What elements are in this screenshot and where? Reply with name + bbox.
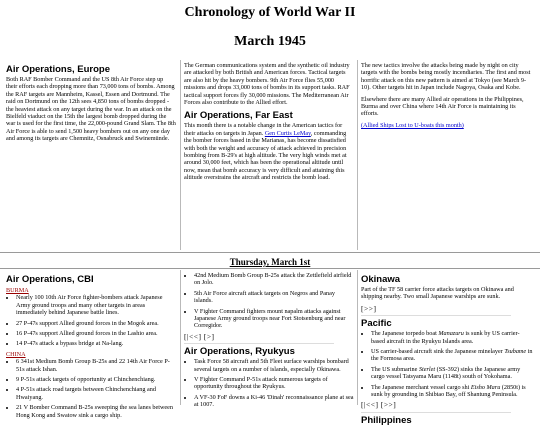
region-label-china: CHINA: [6, 350, 26, 358]
list-item: • 16 P-47s support Allied ground forces in the Lashio area.: [16, 330, 176, 337]
top-column-1: [6, 62, 176, 147]
text-segment: US carrier-based aircraft sink the Japanese minelayer: [371, 348, 505, 356]
list-item: • Task Force 58 aircraft and 5th Fleet surface warships bombard several targets on a number of islands, especially Okinawa.: [194, 358, 354, 373]
ship-name: Sterlet: [418, 365, 436, 373]
paragraph-new-tactics: The new tactics involve the attacks being made by night on city targets with the bombs being mostly incendiaries. The first and most horrific attack on this new pattern is aimed at Tokyo (see March 9-10). Other targets hit in Japan include Nagoya, Osaka and Kobe.: [361, 62, 531, 92]
text-segment: (2850t) is sunk by grounding in Shibtao Bay, off Shantung Peninsula.: [371, 383, 526, 399]
nav-controls[interactable]: [|<<] [>]: [184, 331, 215, 341]
ship-name: Manazuru: [438, 330, 464, 338]
section-divider: [0, 268, 540, 269]
nav-controls[interactable]: [>>]: [361, 303, 377, 313]
list-item: • 14 P-47s attack a bypass bridge at Na-lang.: [16, 340, 176, 347]
text-segment: is sunk by US carrier-based aircraft in the Ryukyu Islands area.: [371, 330, 520, 345]
divider: [361, 315, 511, 316]
list-item: • 9 P-51s attack targets of opportunity at Chinchenchiang.: [16, 376, 176, 383]
list-philippines-air: [184, 272, 354, 330]
section-heading-air-ops-ryukyus: Air Operations, Ryukyus: [184, 346, 295, 358]
list-item: [371, 366, 533, 381]
list-pacific: [361, 330, 533, 398]
divider: [361, 412, 511, 413]
divider: [184, 343, 334, 344]
paragraph-air-ops-far-east: [184, 122, 354, 181]
date-header[interactable]: Thursday, March 1st: [229, 257, 311, 267]
list-burma: [6, 294, 176, 347]
day-column-1: [6, 272, 176, 422]
ship-name: Tsubame: [504, 348, 527, 356]
list-item: • Nearly 100 10th Air Force fighter-bombers attack Japanese Army ground troops and many other targets in areas immediately behind Japanese battle lines.: [16, 294, 176, 316]
list-item: [371, 330, 533, 345]
paragraph-air-ops-europe: Both RAF Bomber Command and the US 8th Air Force step up their efforts each dropping more than 73,000 tons of bombs. Among the RAF targets are Mannheim, Kassel, Essen and Dortmund. The raid on Dortmund on the 12th sees 4,850 tons of bombs dropped - the heaviest attack on any target during the war. In an attack on the Bielfeld viaduct on the 15th the largest bomb dropped during the war is used for the first time, the 22,000-pound Grand Slam. The 8th Air Force is able to send 1,500 heavy bombers out on any one day and among its targets are Chemnitz, Osnabruck and Swinemünde.: [6, 76, 176, 143]
text-segment: (SS-392) sinks the Japanese army cargo vessel Tatsyama Maru (1148t) south of Yokohama.: [371, 365, 521, 381]
list-item: • A VF-30 FoF downs a Ki-46 'Dinah' reconnaissance plane at sea at 1007.: [194, 394, 354, 409]
day-column-3: [361, 272, 533, 427]
text-segment: The US submarine: [371, 365, 419, 373]
list-item: • 6 341st Medium Bomb Group B-25s and 22 14th Air Force P-51s attack Ishan.: [16, 358, 176, 373]
paragraph-elsewhere: Elsewhere there are many Allied air operations in the Philippines, Burma and over China where 14th Air Force is maintaining its efforts.: [361, 95, 524, 118]
section-divider: [0, 252, 540, 253]
list-item: • 4 P-51s attack road targets between Chinchenchiang and Hwaiyang.: [16, 386, 176, 401]
section-heading-philippines: Philippines: [361, 414, 412, 426]
list-item: [371, 384, 533, 399]
list-item: • 42nd Medium Bomb Group B-25s attack the Zettlefield airfield on Jolo.: [194, 272, 354, 287]
column-divider: [180, 270, 181, 405]
list-item: • V Fighter Command P-51s attack numerous targets of opportunity throughout the Ryukyus.: [194, 376, 354, 391]
column-divider: [357, 60, 358, 250]
section-heading-air-ops-europe: Air Operations, Europe: [6, 64, 110, 75]
top-column-2: [184, 62, 354, 186]
page-title: Chronology of World War II: [184, 5, 356, 20]
link-gen-curtis-lemay[interactable]: Gen Curtis LeMay: [264, 129, 311, 137]
text-segment: in the Formosa area.: [371, 348, 533, 363]
column-divider: [180, 60, 181, 250]
page-subtitle: March 1945: [234, 34, 306, 49]
text-segment: This month there is a notable change in the American tactics for their attacks on targets in Japan.: [184, 122, 343, 137]
link-allied-ships-lost[interactable]: (Allied Ships Lost to U-boats this month): [361, 121, 464, 129]
list-item: • 27 P-47s support Allied ground forces in the Mogok area.: [16, 320, 176, 327]
list-item: • 21 V Bomber Command B-25s sweeping the sea lanes between Hong Kong and Swatow sink a cargo ship.: [16, 404, 176, 419]
nav-controls[interactable]: [|<<] [>>]: [361, 400, 397, 410]
list-item: • V Fighter Command fighters mount napalm attacks against Japanese Army ground troops near Fort Stotsenburg and near Corregidor.: [194, 308, 354, 330]
text-segment: , commanding the bomber forces based in the Marianas, has become dissatisfied with both the weight and accuracy of attack achieved in precision bombing from B-29's at high altitude. The very high winds met at around 30,000 feet, which has been the operational altitude until now, mean that bomb accuracy is very difficult and attaining this altitude overstrains the aircraft and restricts the bomb load.: [184, 129, 347, 182]
day-column-2: [184, 272, 354, 412]
region-label-burma: BURMA: [6, 287, 29, 294]
list-china: [6, 358, 176, 419]
section-heading-okinawa: Okinawa: [361, 274, 401, 285]
ship-name: Eisho Maru: [470, 383, 501, 391]
top-column-3: [361, 62, 533, 129]
paragraph-okinawa: Part of the TF 58 carrier force attacks targets on Okinawa and shipping nearby. Two small Japanese warships are sunk.: [361, 286, 514, 301]
text-segment: The Japanese merchant vessel cargo shi: [371, 383, 471, 391]
list-ryukyus: [184, 358, 354, 408]
list-item: • 5th Air Force aircraft attack targets on Negros and Panay islands.: [194, 290, 354, 305]
section-heading-air-ops-far-east: Air Operations, Far East: [184, 110, 293, 122]
list-item: [371, 348, 533, 363]
paragraph-german-communications: The German communications system and the synthetic oil industry are attacked by both British and American forces. Tactical targets are also hit by the heavy bombers. 9th Air Force flies 55,000 missions and drops 33,000 tons of bombs in its support tasks. RAF tactical support forces fly 30,000 missions. The Mediterranean Air Forces also contribute to the Allied effort.: [184, 62, 350, 107]
text-segment: The Japanese torpedo boat: [371, 330, 439, 338]
section-heading-pacific: Pacific: [361, 318, 392, 330]
section-heading-air-ops-cbi: Air Operations, CBI: [6, 274, 94, 285]
column-divider: [357, 270, 358, 405]
